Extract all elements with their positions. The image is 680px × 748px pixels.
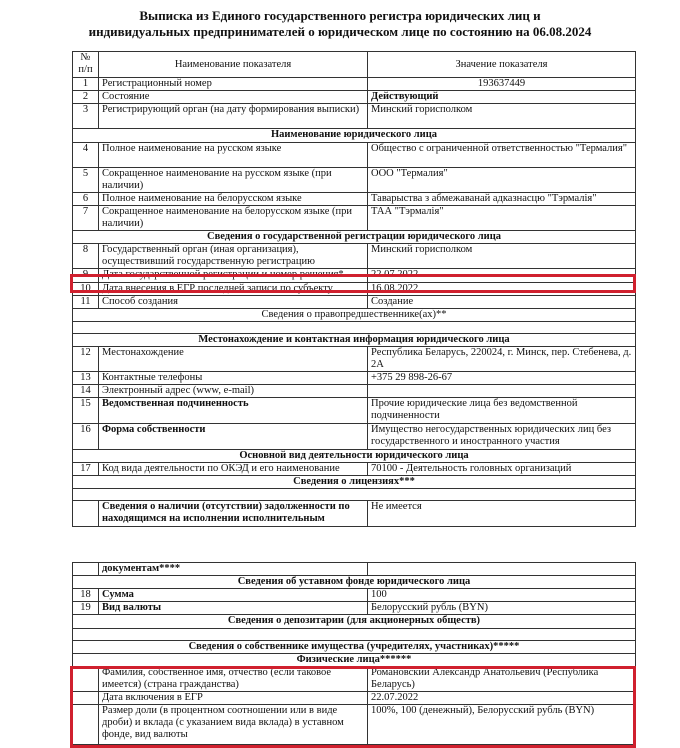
- table-row: 13 Контактные телефоны +375 29 898-26-67: [73, 372, 636, 385]
- table-row-share: Размер доли (в процентном соотношении или в виде дроби) и вклада (с указанием вида вклада) в уставном фонде, вид валюты 100%, 100 (денежный), Белорусский рубль (BYN): [73, 705, 636, 745]
- spacer-row: [73, 322, 636, 334]
- title-line-2: индивидуальных предпринимателей о юридическом лице по состоянию на 06.08.2024: [88, 24, 592, 39]
- table-row-inclusion-date: Дата включения в ЕГР 22.07.2022: [73, 692, 636, 705]
- section-row: Сведения о лицензиях***: [73, 476, 636, 489]
- document-title: [0, 8, 680, 40]
- table-row: 19 Вид валюты Белорусский рубль (BYN): [73, 602, 636, 615]
- table-row: 4 Полное наименование на русском языке Общество с ограниченной ответственностью "Термалия": [73, 143, 636, 168]
- section-row: Основной вид деятельности юридического лица: [73, 450, 636, 463]
- header-num: № п/п: [73, 52, 99, 78]
- section-row: Сведения о собственнике имущества (учредителях, участниках)*****: [73, 641, 636, 654]
- table-row: 7 Сокращенное наименование на белорусском языке (при наличии) ТАА "Тэрмалія": [73, 206, 636, 231]
- spacer-row: [73, 629, 636, 641]
- registry-table-lower: [72, 562, 636, 745]
- table-row: 5 Сокращенное наименование на русском языке (при наличии) ООО "Термалия": [73, 168, 636, 193]
- table-row: 6 Полное наименование на белорусском языке Таварыства з абмежаванай адказнасцю "Тэрмалія": [73, 193, 636, 206]
- section-row: Наименование юридического лица: [73, 129, 636, 143]
- table-row-owner-name: Фамилия, собственное имя, отчество (если таковое имеется) (страна гражданства) Романовский Александр Анатольевич (Республика Беларусь): [73, 667, 636, 692]
- section-row: Сведения о депозитарии (для акционерных обществ): [73, 615, 636, 629]
- table-row-registration-date: 9 Дата государственной регистрации и номер решения* 22.07.2022: [73, 269, 636, 283]
- header-value: Значение показателя: [368, 52, 636, 78]
- table-row: 10 Дата внесения в ЕГР последней записи по субъекту 16.08.2022: [73, 283, 636, 296]
- registry-table-upper: [72, 51, 636, 527]
- section-row: Местонахождение и контактная информация юридического лица: [73, 334, 636, 347]
- header-name: Наименование показателя: [99, 52, 368, 78]
- section-row: Сведения об уставном фонде юридического лица: [73, 576, 636, 589]
- table-row: 3 Регистрирующий орган (на дату формирования выписки) Минский горисполком: [73, 104, 636, 129]
- table-row: 1 Регистрационный номер 193637449: [73, 78, 636, 91]
- table-row: 17 Код вида деятельности по ОКЭД и его наименование 70100 - Деятельность головных организаций: [73, 463, 636, 476]
- title-line-1: Выписка из Единого государственного регистра юридических лиц и: [139, 8, 541, 23]
- table-row: 14 Электронный адрес (www, e-mail): [73, 385, 636, 398]
- table-header-row: [73, 52, 636, 78]
- table-row: 16 Форма собственности Имущество негосударственных юридических лиц без государственного и иностранного участия: [73, 424, 636, 450]
- table-row: 8 Государственный орган (иная организация), осуществивший государственную регистрацию Минский горисполком: [73, 244, 636, 269]
- section-row: Сведения о государственной регистрации юридического лица: [73, 231, 636, 244]
- table-row: 2 Состояние Действующий: [73, 91, 636, 104]
- table-row: 15 Ведомственная подчиненность Прочие юридические лица без ведомственной подчиненности: [73, 398, 636, 424]
- section-row: Физические лица******: [73, 654, 636, 667]
- table-row-debt-continued: документам****: [73, 563, 636, 576]
- table-row-debt: Сведения о наличии (отсутствии) задолженности по находящимся на исполнении исполнительным Не имеется: [73, 501, 636, 527]
- table-row: 12 Местонахождение Республика Беларусь, 220024, г. Минск, пер. Стебенева, д. 2А: [73, 347, 636, 372]
- spacer-row: [73, 489, 636, 501]
- table-row: 18 Сумма 100: [73, 589, 636, 602]
- table-row: 11 Способ создания Создание: [73, 296, 636, 309]
- section-row: Сведения о правопредшественнике(ах)**: [73, 309, 636, 322]
